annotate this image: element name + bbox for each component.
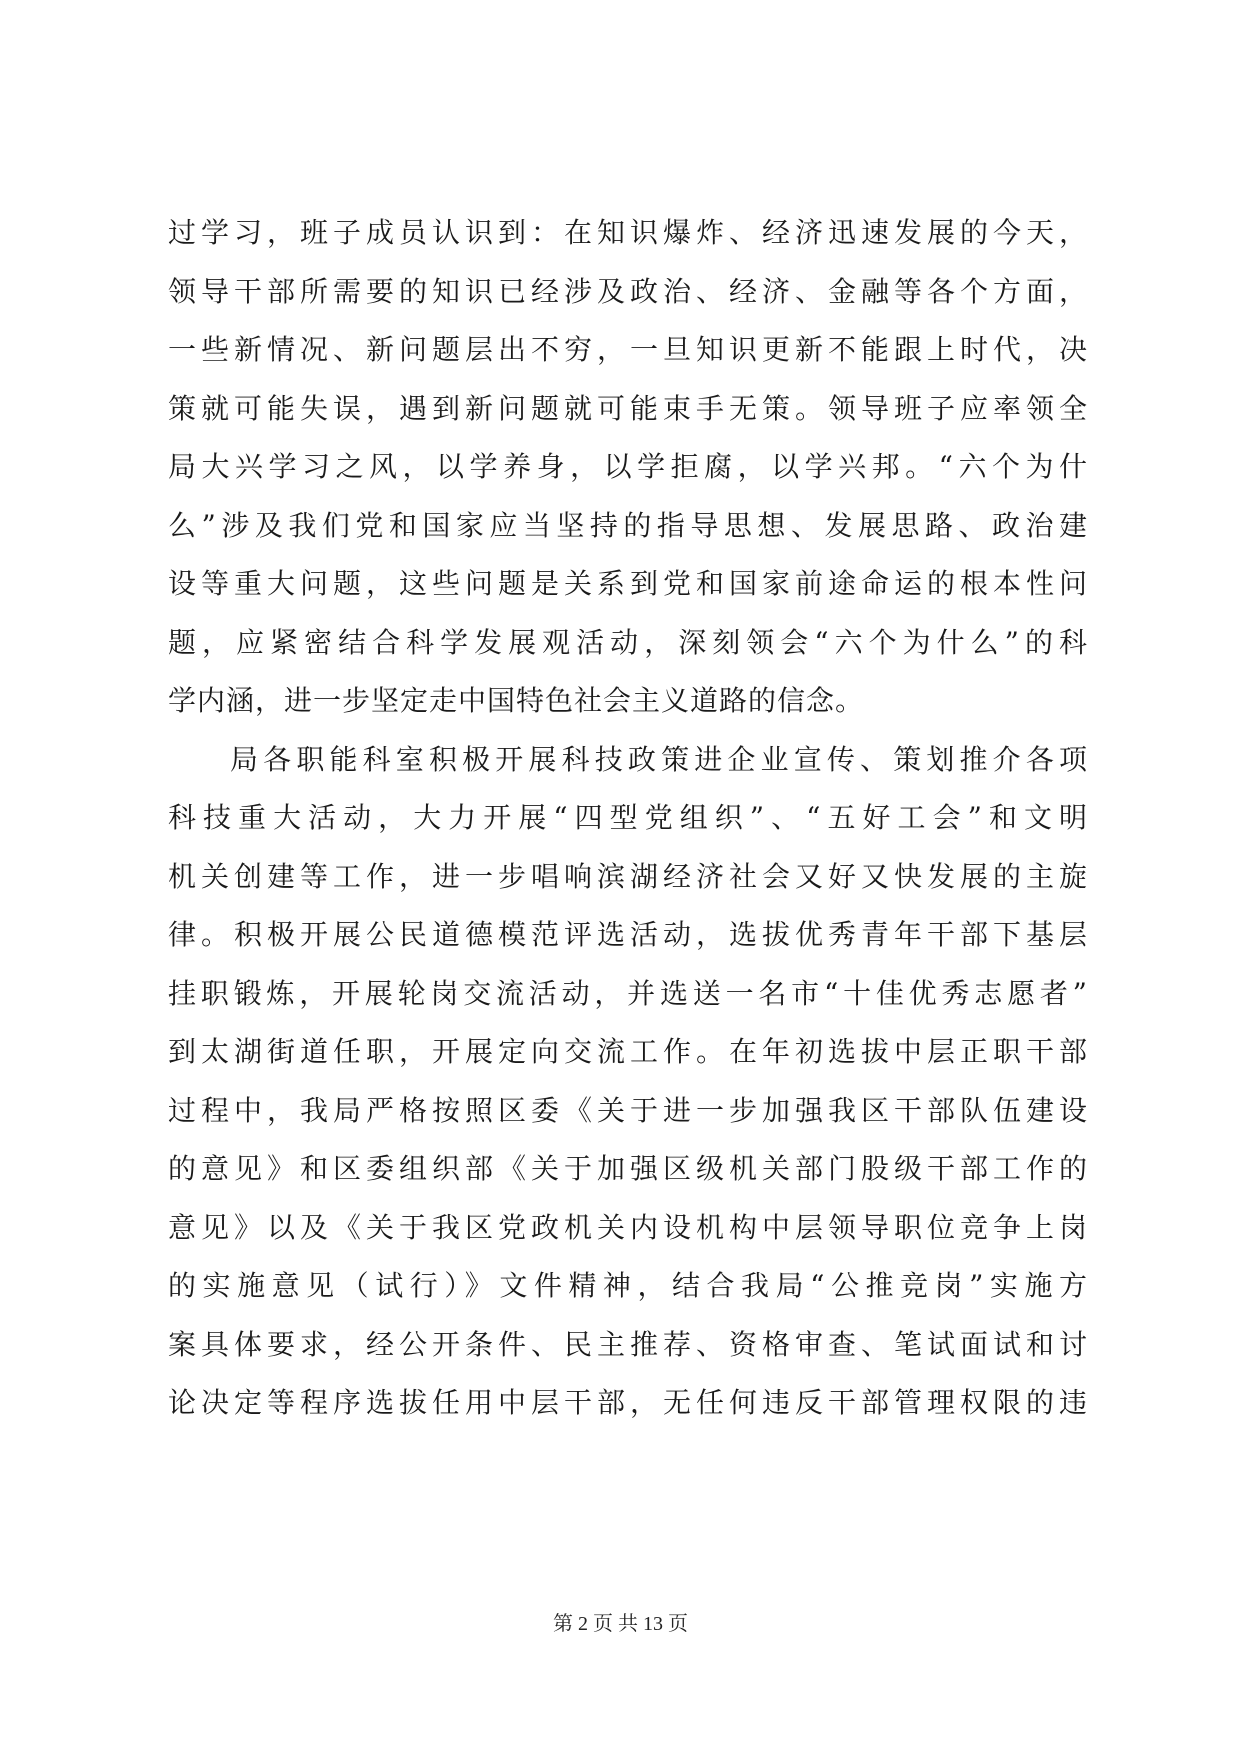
text-line: 设等重大问题，这些问题是关系到党和国家前途命运的根本性问 [168,567,1088,600]
text-line: 么”涉及我们党和国家应当坚持的指导思想、发展思路、政治建 [168,508,1088,542]
body-text [168,204,1088,1433]
text-line: 过学习，班子成员认识到：在知识爆炸、经济迅速发展的今天， [168,216,1088,249]
text-line: 策就可能失误，遇到新问题就可能束手无策。领导班子应率领全 [168,391,1088,425]
text-line: 的实施意见（试行）》文件精神，结合我局“公推竞岗”实施方 [168,1269,1088,1302]
text-line: 一些新情况、新问题层出不穷，一旦知识更新不能跟上时代，决 [168,333,1088,366]
text-line: 题，应紧密结合科学发展观活动，深刻领会“六个为什么”的科 [168,625,1088,659]
text-line: 的意见》和区委组织部《关于加强区级机关部门股级干部工作的 [168,1152,1088,1185]
text-line: 机关创建等工作，进一步唱响滨湖经济社会又好又快发展的主旋 [168,859,1088,893]
text-line: 挂职锻炼，开展轮岗交流活动，并选送一名市“十佳优秀志愿者” [168,976,1088,1010]
text-line: 局各职能科室积极开展科技政策进企业宣传、策划推介各项 [230,742,1088,776]
text-line: 意见》以及《关于我区党政机关内设机构中层领导职位竞争上岗 [168,1210,1088,1244]
text-line: 律。积极开展公民道德模范评选活动，选拔优秀青年干部下基层 [168,918,1088,951]
text-line: 科技重大活动，大力开展“四型党组织”、“五好工会”和文明 [168,801,1088,834]
text-line: 领导干部所需要的知识已经涉及政治、经济、金融等各个方面， [168,274,1088,308]
page-number-footer: 第 2 页 共 13 页 [553,1613,688,1635]
text-line: 学内涵，进一步坚定走中国特色社会主义道路的信念。 [168,684,865,717]
text-line: 过程中，我局严格按照区委《关于进一步加强我区干部队伍建设 [168,1093,1088,1127]
text-line: 论决定等程序选拔任用中层干部，无任何违反干部管理权限的违 [168,1386,1088,1419]
text-line: 局大兴学习之风，以学养身，以学拒腐，以学兴邦。“六个为什 [168,450,1088,483]
text-line: 到太湖街道任职，开展定向交流工作。在年初选拔中层正职干部 [168,1035,1088,1068]
text-line: 案具体要求，经公开条件、民主推荐、资格审查、笔试面试和讨 [168,1327,1088,1361]
